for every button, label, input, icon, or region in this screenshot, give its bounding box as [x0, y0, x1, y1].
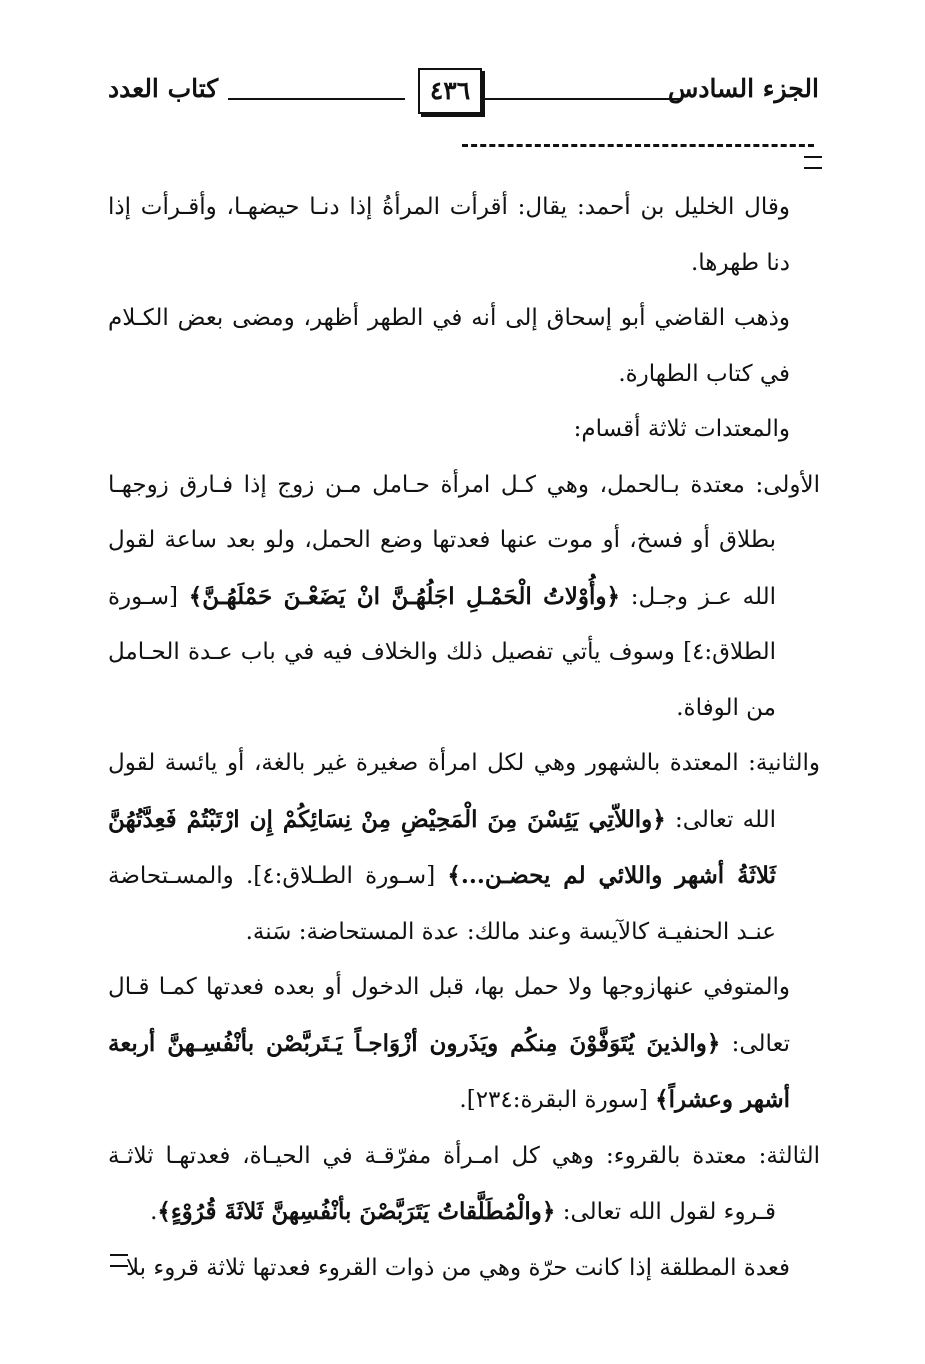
quran-verse: ﴿واللاّتِي يَئِسْنَ مِنَ الْمَحِيْضِ مِنْ نِسَائِكُمْ إِن ارْتَبْتُمْ فَعِدَّتُهُنَّ ثَلاثَةُ أشهر واللائي لم يحضـن...﴾ — [108, 805, 776, 889]
paragraph — [108, 960, 820, 1129]
quran-verse: ﴿والْمُطَلَّقاتُ يَتَرَبَّصْنَ بأنْفُسِهنَّ ثَلاثَةَ قُرُوْءٍ﴾ — [157, 1198, 556, 1225]
paragraph-text: الثالثة: معتدة بالقروء: وهي كل امـرأة مفرّقـة في الحيـاة، فعدتهـا ثلاثـة قـروء لقول الله تعالى: — [108, 1142, 820, 1225]
paragraph-text: فعدة المطلقة إذا كانت حرّة وهي من ذوات القروء فعدتها ثلاثة قروء بلا — [125, 1254, 790, 1281]
paragraph — [108, 736, 820, 960]
paragraph-text: [سـورة الطـلاق:٤]. والمسـتحاضة عنـد الحنفيـة كالآيسة وعند مالك: عدة المستحاضة: سَنة. — [108, 863, 776, 945]
quran-verse: ﴿وأُوْلاتُ الْحَمْـلِ اجَلُهُـنَّ انْ يَضَعْـنَ حَمْلَهُـنَّ﴾ — [188, 582, 621, 610]
paragraph-text: والمتوفي عنهازوجها ولا حمل بها، قبل الدخول أو بعده فعدتها كمـا قـال تعالى: — [108, 974, 791, 1057]
paragraph-text: . — [150, 1199, 158, 1225]
paragraph-text: والثانية: المعتدة بالشهور وهي لكل امرأة صغيرة غير بالغة، أو يائسة لقول الله تعالى: — [108, 750, 820, 833]
paragraph — [108, 180, 820, 291]
paragraph — [108, 291, 820, 402]
paragraph-text: وقال الخليل بن أحمد: يقال: أقرأت المرأةُ إذا دنـا حيضهـا، وأقـرأت إذا دنا طهرها. — [108, 194, 790, 276]
paragraph — [108, 1241, 820, 1297]
chapter-title: كتاب العدد — [108, 74, 219, 103]
volume-title: الجزء السادس — [667, 74, 819, 103]
paragraph — [108, 402, 820, 458]
paragraph-text: الأولى: معتدة بـالحمل، وهي كـل امرأة حـامل مـن زوج إذا فـارق زوجهـا بطلاق أو فسخ، أو موت عنها فعدتها وضع الحمل، ولو بعد ساعة لقول الله عـز وجـل: — [108, 471, 820, 610]
dashed-separator — [462, 144, 814, 147]
running-header — [100, 68, 825, 118]
continuation-mark-top — [804, 156, 822, 169]
page-number: ٤٣٦ — [418, 68, 482, 114]
paragraph — [108, 1129, 820, 1241]
header-rule-left — [228, 98, 405, 100]
header-rule-right — [480, 98, 680, 100]
paragraph-text: والمعتدات ثلاثة أقسام: — [573, 416, 790, 442]
page-body — [108, 180, 820, 1296]
continuation-mark-bottom — [110, 1254, 128, 1267]
paragraph-text: [سورة البقرة:٢٣٤]. — [459, 1087, 656, 1113]
paragraph-text: [سـورة الطلاق:٤] وسوف يأتي تفصيل ذلك والخلاف فيه في باب عـدة الحـامل من الوفاة. — [108, 583, 776, 721]
paragraph-text: وذهب القاضي أبو إسحاق إلى أنه في الطهر أظهر، ومضى بعض الكـلام في كتاب الطهارة. — [108, 305, 790, 387]
quran-verse: ﴿والذينَ يُتَوَفَّوْنَ مِنكُم ويَذَرون أزْوَاجـاً يَـتَربَّصْن بأنْفُسِـهنَّ أربعة أشهر وعشراً﴾ — [108, 1029, 790, 1113]
paragraph — [108, 458, 820, 737]
